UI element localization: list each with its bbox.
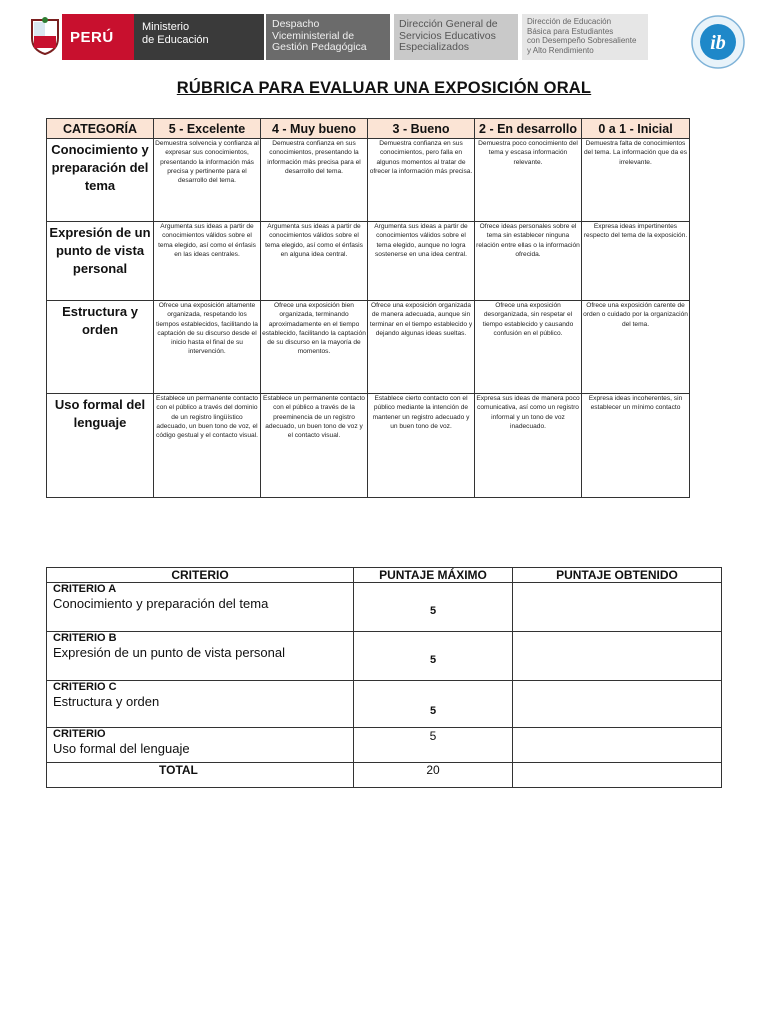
criterion-name: Estructura y orden [53,694,160,709]
page-title: RÚBRICA PARA EVALUAR UNA EXPOSICIÓN ORAL [176,79,592,97]
max-score: 5 [354,681,513,728]
rubric-cell: Ofrece una exposición altamente organizada, respetando los tiempos establecidos, facilitando la captación de su discurso desde el inicio hasta el final de su intervención. [154,301,261,394]
score-header-row [47,568,722,583]
score-header-cell: PUNTAJE OBTENIDO [513,568,722,583]
score-row [47,632,722,681]
rubric-row [47,222,690,301]
max-score: 5 [354,728,513,763]
office-line: Despacho [272,18,320,30]
rubric-cell: Demuestra confianza en sus conocimientos, presentando la información más precisa para el desarrollo del tema. [261,139,368,222]
ministry-block [134,14,264,60]
rubric-cell: Ofrece una exposición organizada de manera adecuada, aunque sin terminar en el tiempo establecido y dejando algunas ideas sueltas. [368,301,475,394]
rubric-header-row [47,119,690,139]
office-line: con Desempeño Sobresaliente [527,36,637,45]
rubric-cell: Ofrece una exposición desorganizada, sin respetar el tiempo establecido y causando confusión en el público. [475,301,582,394]
rubric-cell: Ofrece una exposición carente de orden o cuidado por la organización del tema. [582,301,690,394]
criterion-name: Uso formal del lenguaje [53,741,190,756]
rubric-header-cell: 4 - Muy bueno [261,119,368,139]
rubric-row [47,301,690,394]
rubric-cell: Ofrece ideas personales sobre el tema sin establecer ninguna relación entre ellas o la información ofrecida. [475,222,582,301]
rubric-category: Uso formal del lenguaje [47,394,154,498]
peru-coat-of-arms-icon [28,16,62,56]
rubric-table [46,118,690,498]
rubric-category: Estructura y orden [47,301,154,394]
obtained-score-field[interactable] [513,728,722,763]
rubric-cell: Expresa ideas incoherentes, sin establecer un mínimo contacto [582,394,690,498]
office-line: Viceministerial de [272,29,355,42]
office-line: Básica para Estudiantes [527,26,614,36]
office-line: y Alto Rendimiento [527,45,594,55]
rubric-category: Conocimiento y preparación del tema [47,139,154,222]
rubric-row [47,139,690,222]
obtained-score-field[interactable] [513,583,722,632]
rubric-header-cell: 3 - Bueno [368,119,475,139]
total-row [47,763,722,788]
office-vice-ministry [266,14,390,60]
total-max: 20 [354,763,513,788]
criterion-code: CRITERIO C [53,681,117,693]
rubric-cell: Ofrece una exposición bien organizada, terminando aproximadamente en el tiempo establecido, facilitando la captación de su discurso en la mayoría de momentos. [261,301,368,394]
rubric-cell: Establece un permanente contacto con el público a través de la preeminencia de un registro adecuado, un buen tono de voz y el contacto visual. [261,394,368,498]
rubric-cell: Demuestra solvencia y confianza al expresar sus conocimientos, presentando la información más precisa y pertinente para el desarrollo del tema. [154,139,261,222]
rubric-cell: Argumenta sus ideas a partir de conocimientos válidos sobre el tema elegido, así como el énfasis en las ideas centrales. [154,222,261,301]
office-education-direction [522,14,648,60]
total-obtained-field[interactable] [513,763,722,788]
rubric-category: Expresión de un punto de vista personal [47,222,154,301]
criterion-code: CRITERIO A [53,583,117,595]
criterion-cell [47,681,354,728]
score-table [46,567,722,788]
rubric-cell: Argumenta sus ideas a partir de conocimientos válidos sobre el tema elegido, así como el énfasis en alguna idea central. [261,222,368,301]
office-line: Gestión Pedagógica [272,41,367,53]
rubric-row [47,394,690,498]
country-label: PERÚ [70,28,114,46]
criterion-name: Expresión de un punto de vista personal [53,645,285,660]
max-score: 5 [354,632,513,681]
ib-logo-text: ib [710,32,726,54]
total-label: TOTAL [47,763,354,788]
obtained-score-field[interactable] [513,632,722,681]
rubric-header-cell: 2 - En desarrollo [475,119,582,139]
criterion-cell [47,728,354,763]
criterion-name: Conocimiento y preparación del tema [53,596,269,611]
header-banner [28,14,637,60]
rubric-cell: Establece cierto contacto con el público mediante la intención de mantener un registro adecuado y un buen tono de voz. [368,394,475,498]
office-line: Dirección General de [399,18,498,30]
score-header-cell: PUNTAJE MÁXIMO [354,568,513,583]
obtained-score-field[interactable] [513,681,722,728]
rubric-cell: Demuestra poco conocimiento del tema y escasa información relevante. [475,139,582,222]
rubric-cell: Demuestra falta de conocimientos del tema. La información que da es irrelevante. [582,139,690,222]
rubric-cell: Expresa sus ideas de manera poco comunicativa, así como un registro informal y un tono de voz inadecuado. [475,394,582,498]
rubric-cell: Demuestra confianza en sus conocimientos, pero falla en algunos momentos al tratar de ofrecer la información más precisa. [368,139,475,222]
rubric-cell: Establece un permanente contacto con el público a través del dominio de un registro lingüístico adecuado, un buen tono de voz, el código gestual y el contacto visual. [154,394,261,498]
peru-brand [62,14,134,60]
score-row [47,728,722,763]
score-header-cell: CRITERIO [47,568,354,583]
office-line: Dirección de Educación [527,17,612,26]
criterion-code: CRITERIO [53,728,106,740]
office-general-direction [394,14,518,60]
criterion-cell [47,632,354,681]
office-line: Servicios Educativos [399,29,496,42]
criterion-code: CRITERIO B [53,632,117,644]
rubric-cell: Expresa ideas impertinentes respecto del tema de la exposición. [582,222,690,301]
rubric-header-cell: 0 a 1 - Inicial [582,119,690,139]
ministry-line: Ministerio [142,21,190,33]
criterion-cell [47,583,354,632]
max-score: 5 [354,583,513,632]
score-row [47,681,722,728]
score-row [47,583,722,632]
ib-logo-icon [690,14,746,70]
rubric-header-cell: CATEGORÍA [47,119,154,139]
ministry-line: de Educación [142,34,209,46]
office-line: Especializados [399,41,470,53]
rubric-header-cell: 5 - Excelente [154,119,261,139]
rubric-cell: Argumenta sus ideas a partir de conocimientos válidos sobre el tema elegido, aunque no logra sostenerse en una idea central. [368,222,475,301]
